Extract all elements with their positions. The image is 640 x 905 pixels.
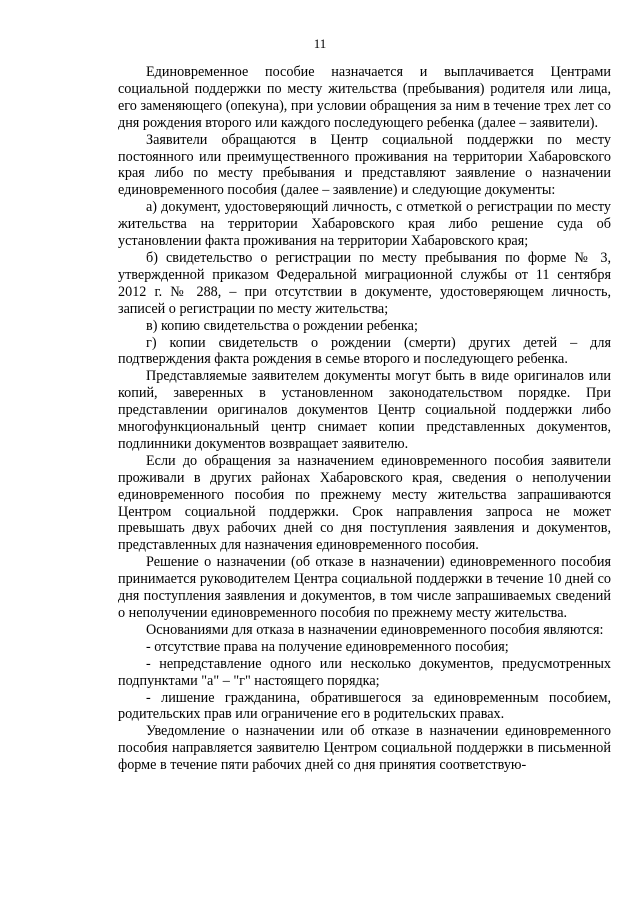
document-body [118, 64, 611, 774]
paragraph: Уведомление о назначении или об отказе в назначении единовременного пособия направляется заявителю Центром социальной поддержки в письменной форме в течение пяти рабочих дней со дня принятия соответствую- [118, 723, 611, 774]
page-number: 11 [313, 36, 327, 51]
paragraph: Представляемые заявителем документы могут быть в виде оригиналов или копий, заверенных в установленном законодательством порядке. При представлении оригиналов документов Центр социальной поддержки либо многофункциональный центр снимает копии представленных документов, подлинники документов возвращает заявителю. [118, 368, 611, 452]
list-item: - непредставление одного или несколько документов, предусмотренных подпунктами "а" – "г" настоящего порядка; [118, 655, 611, 689]
paragraph: Заявители обращаются в Центр социальной поддержки по месту постоянного или преимущественного проживания на территории Хабаровского края либо по месту пребывания и представляют заявление о назначении единовременного пособия (далее – заявление) и следующие документы: [118, 131, 611, 199]
list-item: а) документ, удостоверяющий личность, с отметкой о регистрации по месту жительства на территории Хабаровского края либо решение суда об установлении факта проживания на территории Хабаровского края; [118, 199, 611, 250]
paragraph: Решение о назначении (об отказе в назначении) единовременного пособия принимается руководителем Центра социальной поддержки в течение 10 дней со дня поступления заявления и документов, в том числе запрашиваемых сведений о неполучении единовременного пособия по прежнему месту жительства. [118, 554, 611, 621]
list-item: в) копию свидетельства о рождении ребенка; [146, 317, 418, 334]
list-item: г) копии свидетельств о рождении (смерти) других детей – для подтверждения факта рождения в семье второго и последующего ребенка. [118, 334, 611, 368]
paragraph: Единовременное пособие назначается и выплачивается Центрами социальной поддержки по месту жительства (пребывания) родителя или лица, его заменяющего (опекуна), при условии обращения за ним в течение трех лет со дня рождения второго или каждого последующего ребенка (далее – заявители). [118, 64, 611, 131]
list-item: - лишение гражданина, обратившегося за единовременным пособием, родительских прав или ограничение его в родительских правах. [118, 689, 611, 723]
paragraph: Если до обращения за назначением единовременного пособия заявители проживали в других районах Хабаровского края, сведения о неполучении единовременного пособия по прежнему месту жительства запрашиваются Центром социальной поддержки. Срок направления запроса не может превышать двух рабочих дней со дня поступления заявления и документов, представленных для назначения единовременного пособия. [118, 452, 611, 554]
paragraph: Основаниями для отказа в назначении единовременного пособия являются: [146, 621, 604, 638]
list-item: б) свидетельство о регистрации по месту пребывания по форме № 3, утвержденной приказом Федеральной миграционной службы от 11 сентября 2012 г. № 288, – при отсутствии в документе, удостоверяющем личность, записей о регистрации по месту жительства; [118, 249, 611, 317]
list-item: - отсутствие права на получение единовременного пособия; [146, 638, 509, 655]
